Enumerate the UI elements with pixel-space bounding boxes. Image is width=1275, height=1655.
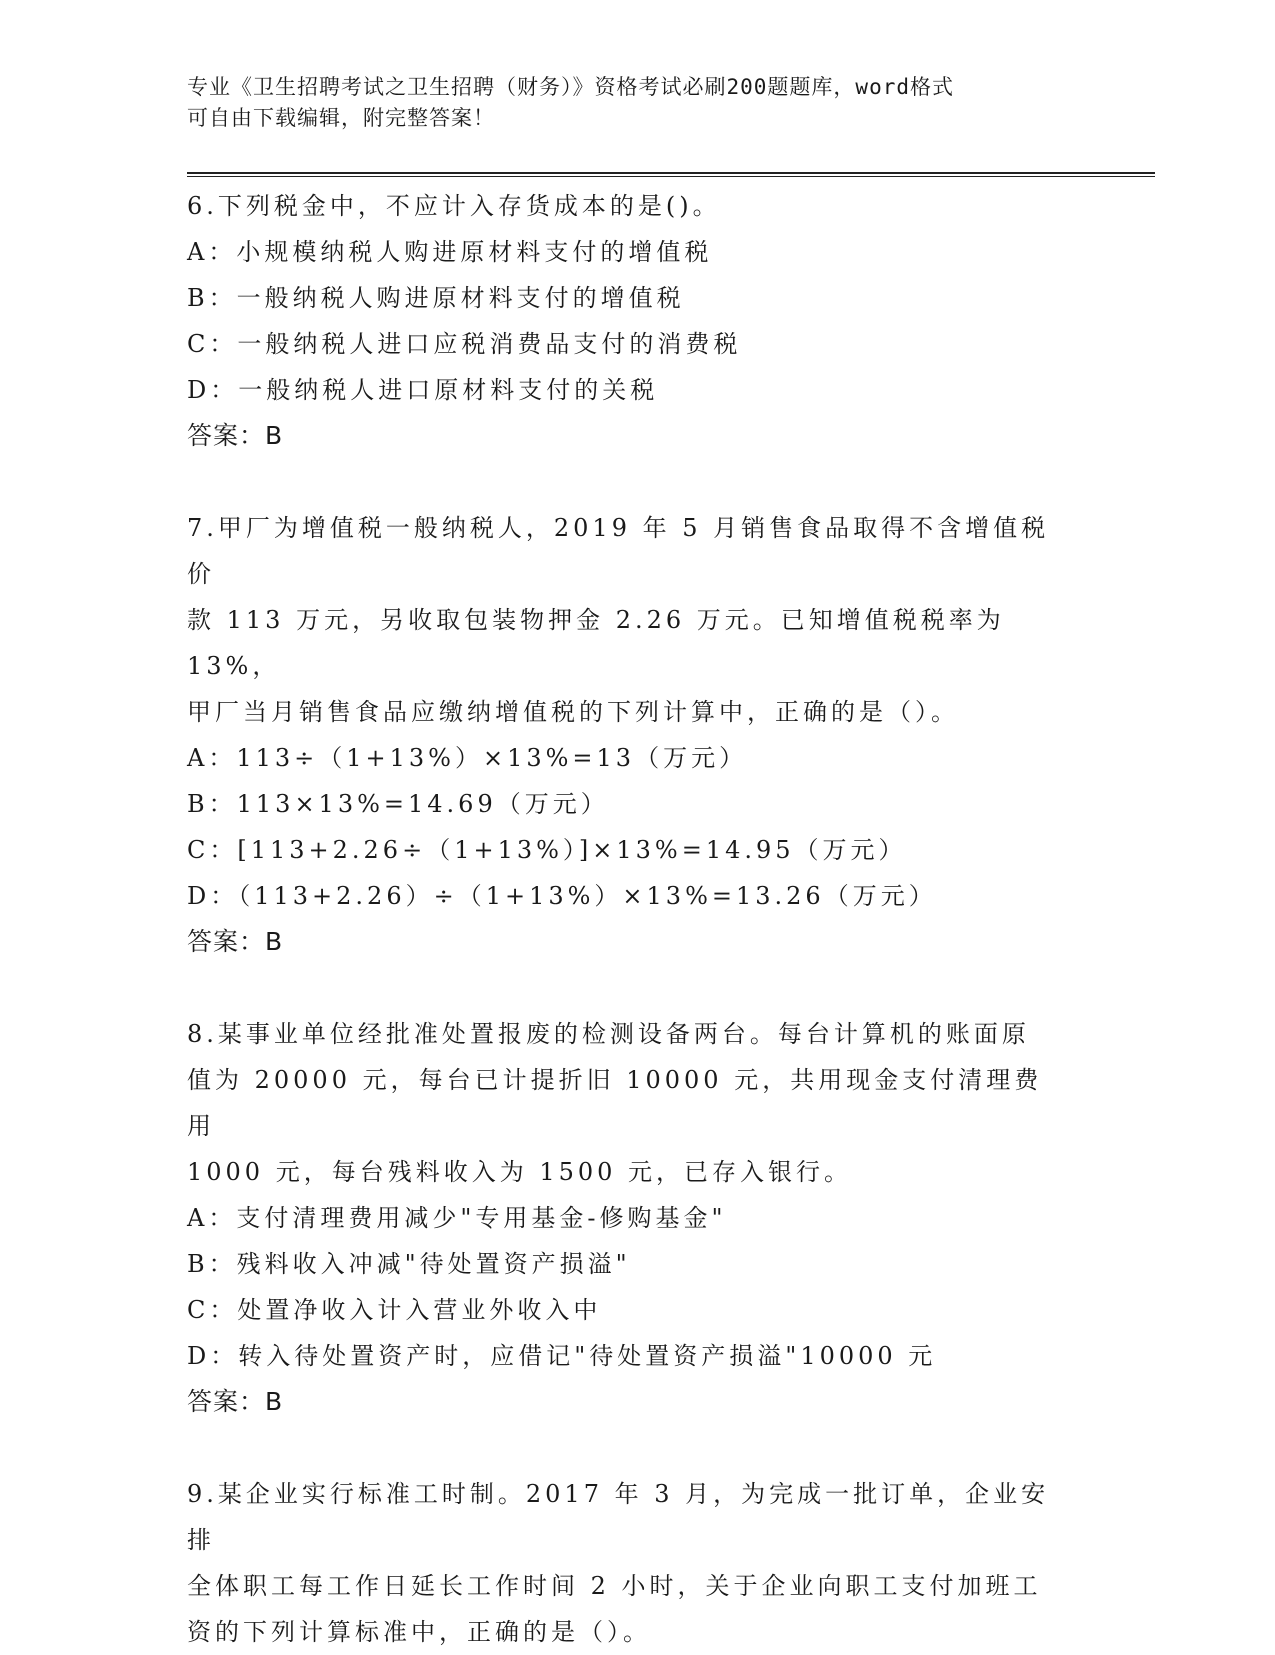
header-line-1: 专业《卫生招聘考试之卫生招聘（财务）》资格考试必刷200题题库，word格式 bbox=[187, 75, 954, 99]
option-d: D：转入待处置资产时，应借记"待处置资产损溢"10000 元 bbox=[187, 1342, 937, 1370]
question-stem-line-1: 7.甲厂为增值税一般纳税人，2019 年 5 月销售食品取得不含增值税价 bbox=[187, 514, 1050, 588]
question-stem-line-3: 1000 元，每台残料收入为 1500 元，已存入银行。 bbox=[187, 1158, 853, 1186]
option-a: A：支付清理费用减少"专用基金-修购基金" bbox=[187, 1204, 727, 1232]
option-b: B：113×13%=14.69（万元） bbox=[187, 790, 609, 818]
question-6 bbox=[187, 183, 1097, 459]
answer-line: 答案：B bbox=[187, 927, 284, 956]
spacer bbox=[187, 1425, 1097, 1471]
option-d: D：一般纳税人进口原材料支付的关税 bbox=[187, 376, 659, 404]
document-header bbox=[187, 72, 1067, 134]
option-a: A：113÷（1+13%）×13%=13（万元） bbox=[187, 744, 748, 772]
question-stem-line-1: 9.某企业实行标准工时制。2017 年 3 月，为完成一批订单，企业安排 bbox=[187, 1480, 1050, 1554]
spacer bbox=[187, 965, 1097, 1011]
option-c: C：一般纳税人进口应税消费品支付的消费税 bbox=[187, 330, 742, 358]
question-7 bbox=[187, 505, 1097, 965]
question-stem-line-2: 全体职工每工作日延长工作时间 2 小时，关于企业向职工支付加班工 bbox=[187, 1572, 1042, 1600]
question-stem-line-3: 甲厂当月销售食品应缴纳增值税的下列计算中，正确的是（）。 bbox=[187, 698, 959, 726]
option-c: C：[113+2.26÷（1+13%）]×13%=14.95（万元） bbox=[187, 836, 907, 864]
option-d: D：（113+2.26）÷（1+13%）×13%=13.26（万元） bbox=[187, 882, 937, 910]
question-9 bbox=[187, 1471, 1097, 1655]
spacer bbox=[187, 459, 1097, 505]
answer-line: 答案：B bbox=[187, 1387, 284, 1416]
question-stem-line-2: 款 113 万元，另收取包装物押金 2.26 万元。已知增值税税率为 13%， bbox=[187, 606, 1017, 680]
question-stem-line-1: 8.某事业单位经批准处置报废的检测设备两台。每台计算机的账面原 bbox=[187, 1020, 1030, 1048]
question-stem-line-3: 资的下列计算标准中，正确的是（）。 bbox=[187, 1618, 651, 1646]
question-stem-line-2: 值为 20000 元，每台已计提折旧 10000 元，共用现金支付清理费用 bbox=[187, 1066, 1043, 1140]
option-b: B：一般纳税人购进原材料支付的增值税 bbox=[187, 284, 685, 312]
header-divider bbox=[187, 172, 1155, 177]
option-c: C：处置净收入计入营业外收入中 bbox=[187, 1296, 602, 1324]
answer-line: 答案：B bbox=[187, 421, 284, 450]
question-8 bbox=[187, 1011, 1097, 1425]
document-page bbox=[187, 72, 1097, 1655]
question-stem: 6.下列税金中，不应计入存货成本的是()。 bbox=[187, 192, 721, 220]
option-a: A：小规模纳税人购进原材料支付的增值税 bbox=[187, 238, 713, 266]
header-line-2: 可自由下载编辑，附完整答案！ bbox=[187, 106, 495, 130]
option-b: B：残料收入冲减"待处置资产损溢" bbox=[187, 1250, 631, 1278]
